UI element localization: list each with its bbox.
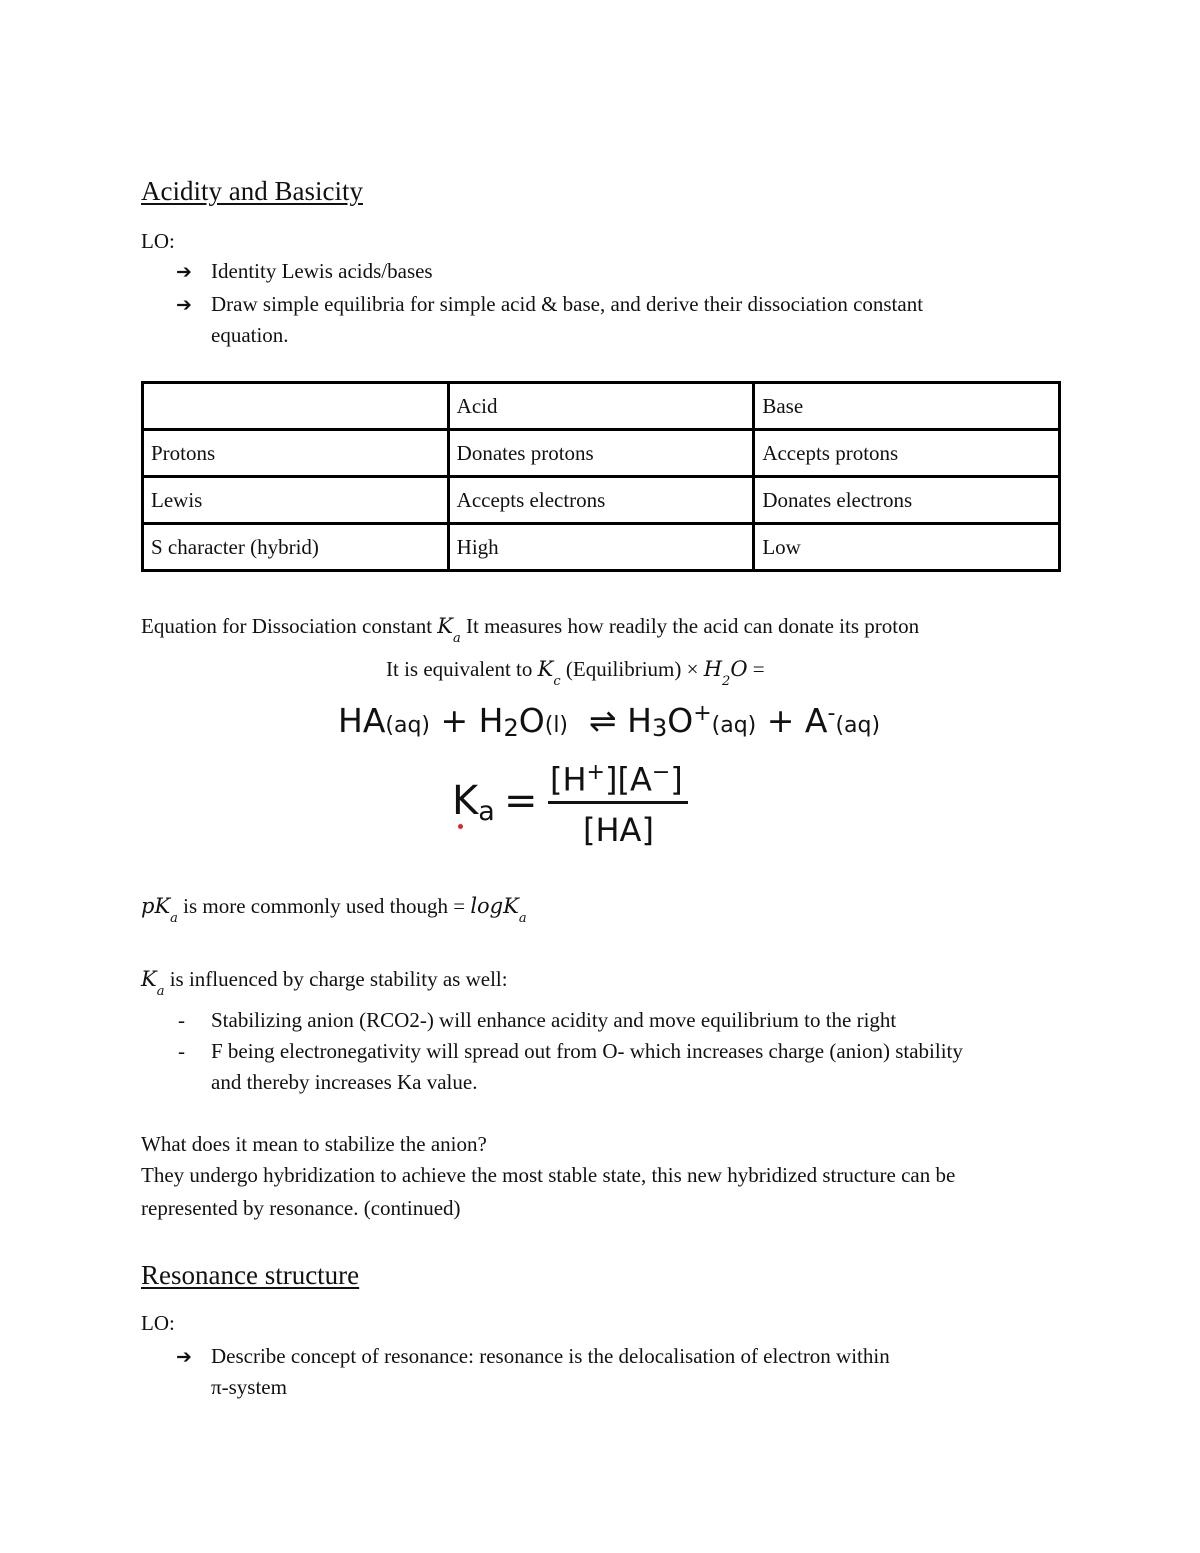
table-cell: Donates protons <box>448 430 754 477</box>
ka-influence-line: $K_a$ is influenced by charge stability as well: <box>141 967 508 999</box>
table-cell: Donates electrons <box>754 477 1060 524</box>
lo-item: Describe concept of resonance: resonance is the delocalisation of electron within <box>211 1344 890 1368</box>
arrow-bullet-icon: ➔ <box>176 294 192 316</box>
dissociation-constant-line: Equation for Dissociation constant $K_a$ It measures how readily the acid can donate its proton <box>141 614 920 646</box>
section-title-resonance: Resonance structure <box>141 1260 360 1290</box>
table-cell: High <box>448 524 754 571</box>
answer-text: They undergo hybridization to achieve the most stable state, this new hybridized structure can be <box>141 1163 956 1187</box>
table-header-cell: Acid <box>448 383 754 430</box>
table-cell: Accepts electrons <box>448 477 754 524</box>
equivalence-line: It is equivalent to $K_c$ (Equilibrium) × $H_2O$ = <box>386 657 765 689</box>
ka-denominator: [HA] <box>583 811 654 849</box>
equilibrium-equation: HA(aq) + H2O(l) ⇌ H3O+(aq) + A-(aq) <box>338 701 881 742</box>
arrow-bullet-icon: ➔ <box>176 1346 192 1368</box>
lo-item-continuation: π-system <box>211 1375 287 1399</box>
table-row <box>143 477 1060 524</box>
question-text: What does it mean to stabilize the anion? <box>141 1132 487 1156</box>
annotation-dot <box>458 824 463 829</box>
table-row <box>143 524 1060 571</box>
table-header-cell: Base <box>754 383 1060 430</box>
influence-item: F being electronegativity will spread out from O- which increases charge (anion) stability <box>211 1039 963 1063</box>
ka-numerator: [H+][A−] <box>550 760 683 799</box>
arrow-bullet-icon: ➔ <box>176 261 192 283</box>
influence-item-continuation: and thereby increases Ka value. <box>211 1070 478 1094</box>
lo-label: LO: <box>141 229 175 253</box>
fraction-bar <box>548 801 688 804</box>
table-cell: Lewis <box>143 477 449 524</box>
table-row <box>143 430 1060 477</box>
lo-label: LO: <box>141 1311 175 1335</box>
table-cell: Low <box>754 524 1060 571</box>
dash-bullet: - <box>178 1008 185 1032</box>
lo-item: Identity Lewis acids/bases <box>211 259 433 283</box>
pka-line: $pK_a$ is more commonly used though = logK$_a$ <box>141 894 527 926</box>
table-cell: Accepts protons <box>754 430 1060 477</box>
section-title-acidity: Acidity and Basicity <box>141 176 363 206</box>
influence-item: Stabilizing anion (RCO2-) will enhance acidity and move equilibrium to the right <box>211 1008 897 1032</box>
dash-bullet: - <box>178 1039 185 1063</box>
table-header-cell <box>143 383 449 430</box>
table-header-row <box>143 383 1060 430</box>
table-cell: S character (hybrid) <box>143 524 449 571</box>
answer-text-continuation: represented by resonance. (continued) <box>141 1196 461 1220</box>
lo-item-continuation: equation. <box>211 323 289 347</box>
table-cell: Protons <box>143 430 449 477</box>
acid-base-table <box>141 381 1061 572</box>
lo-item: Draw simple equilibria for simple acid & base, and derive their dissociation constant <box>211 292 924 316</box>
